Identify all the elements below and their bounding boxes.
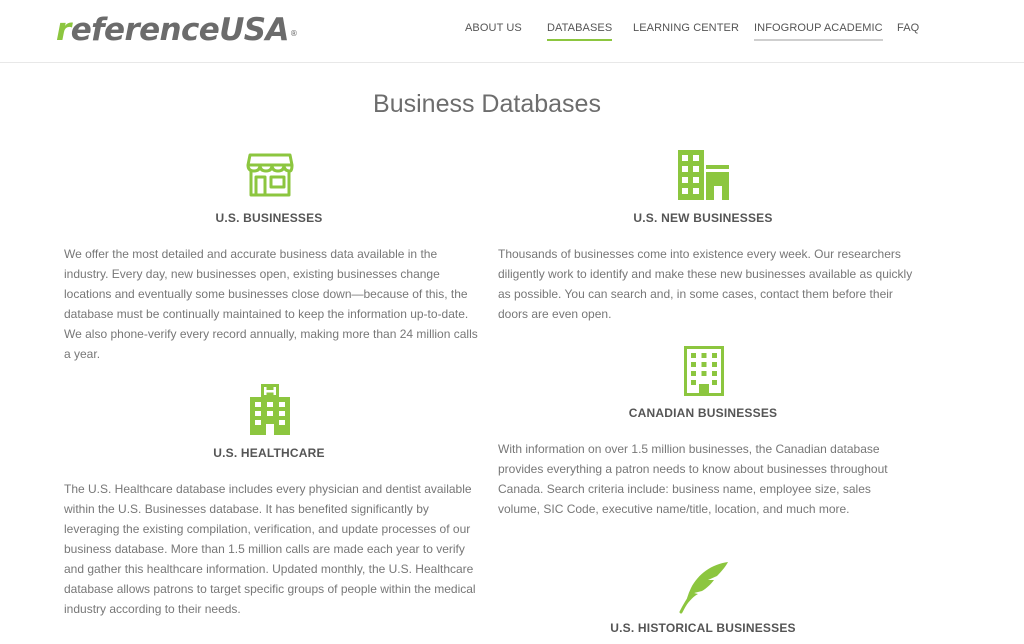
nav-item-infogroup-academic[interactable]: INFOGROUP ACADEMIC — [754, 22, 883, 41]
nav-item-databases[interactable]: DATABASES — [547, 22, 612, 41]
nav-item-learning-center[interactable]: LEARNING CENTER — [633, 22, 740, 34]
logo-prefix: r — [56, 12, 71, 48]
page-title: Business Databases — [373, 90, 601, 118]
storefront-icon — [245, 152, 295, 203]
logo-text: eferenceUSA — [70, 12, 289, 48]
card-description-us-healthcare: The U.S. Healthcare database includes every physician and dentist available within the U.S. Businesses database. It has benefited significantly by leveraging the existing compilation, verification, and update processes of our business database. More than 1.5 million calls are made each year to verify and gather this healthcare information. Updated monthly, the U.S. Healthcare database allows patrons to target specific groups of people within the medical industry according to their needs. — [64, 482, 476, 616]
card-title-canadian-businesses[interactable]: CANADIAN BUSINESSES — [628, 406, 778, 420]
card-description-us-new-businesses: Thousands of businesses come into existence every week. Our researchers diligently work to identify and make these new businesses available as quickly as possible. You can search and, in some cases, contact them before their doors are even open. — [498, 247, 913, 321]
quill-icon — [678, 560, 730, 619]
card-title-us-new-businesses[interactable]: U.S. NEW BUSINESSES — [633, 211, 773, 225]
hospital-icon — [250, 384, 290, 441]
card-description-canadian-businesses: With information on over 1.5 million businesses, the Canadian database provides everything a patron needs to know about businesses throughout Canada. Search criteria include: business name, employee size, sales volume, SIC Code, executive name/title, location, and much more. — [498, 442, 888, 516]
card-title-us-historical-businesses[interactable]: U.S. HISTORICAL BUSINESSES — [610, 621, 796, 635]
top-bar — [0, 0, 1024, 63]
card-title-us-healthcare[interactable]: U.S. HEALTHCARE — [213, 446, 325, 460]
new-buildings-icon — [678, 150, 730, 207]
referenceusa-logo[interactable] — [56, 10, 297, 50]
registered-mark: ® — [289, 29, 298, 38]
card-title-us-businesses[interactable]: U.S. BUSINESSES — [215, 211, 323, 225]
nav-item-faq[interactable]: FAQ — [897, 22, 920, 34]
nav-item-about-us[interactable]: ABOUT US — [465, 22, 522, 34]
office-building-icon — [684, 346, 724, 401]
card-description-us-businesses: We offer the most detailed and accurate business data available in the industry. Every day, new businesses open, existing businesses change locations and eventually some businesses close down—because of this, the database must be continually maintained to keep the information up-to-date. We also phone-verify every record annually, making more than 24 million calls a year. — [64, 247, 478, 361]
